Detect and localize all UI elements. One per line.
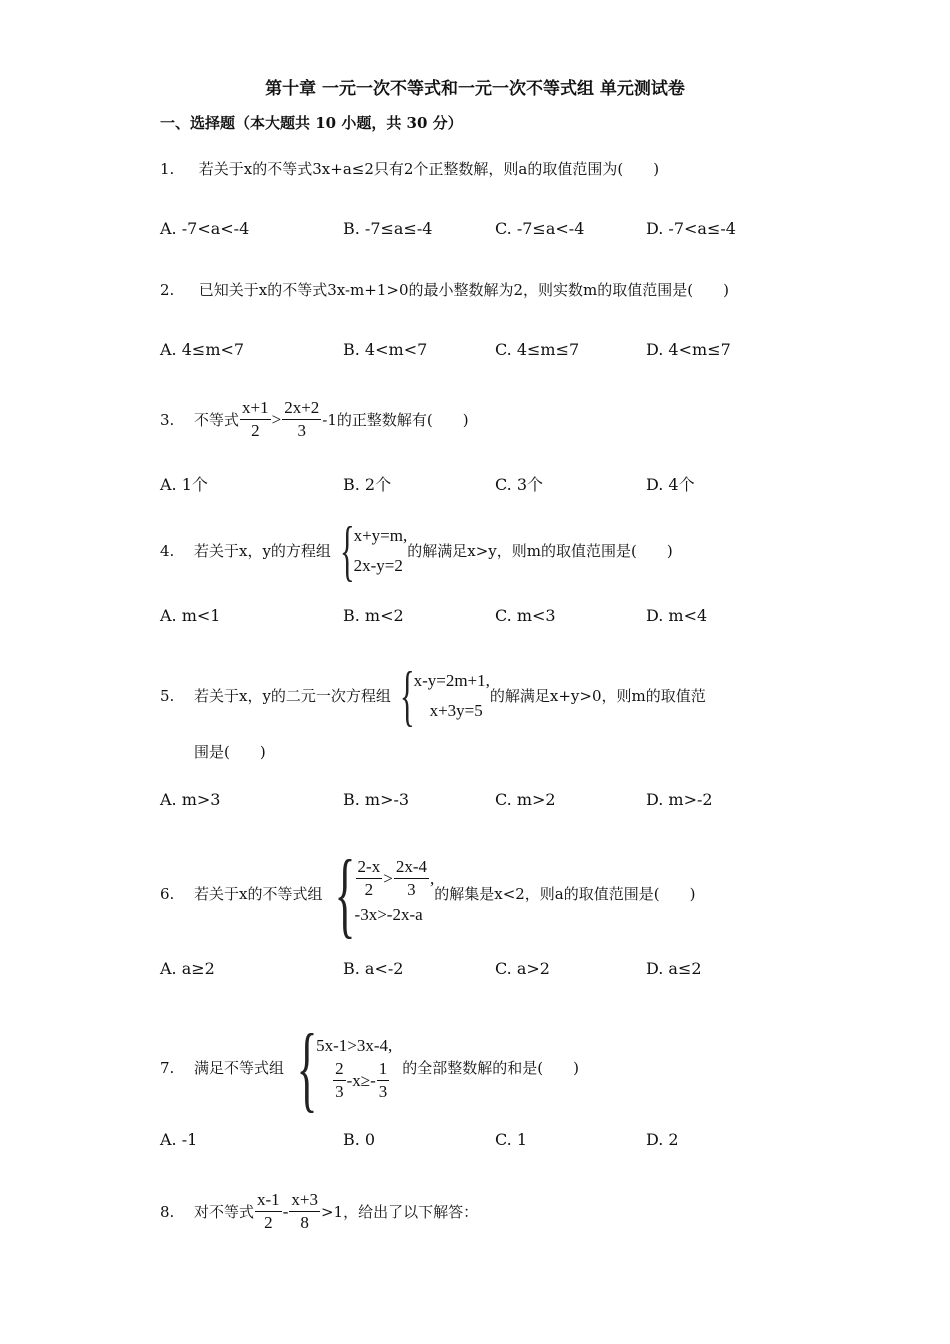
option-a[interactable]: A. a≥2 [160,959,215,978]
fraction [377,1059,390,1102]
denominator: 3 [297,421,306,440]
denominator: 2 [251,421,260,440]
question-text: 已知关于x的不等式3x-m+1>0的最小整数解为2，则实数m的取值范围是( ) [198,281,729,299]
comma: , [429,868,435,888]
question-2 [160,279,729,300]
fraction [356,857,383,900]
option-a[interactable]: A. m<1 [160,606,221,625]
inequality-system [284,1012,392,1123]
denominator: 2 [264,1213,273,1232]
numerator: 2x-4 [394,857,429,879]
question-number: 2. [160,281,175,299]
question-6 [160,838,695,949]
numerator: x+3 [289,1190,320,1212]
option-c[interactable]: C. a>2 [495,959,550,978]
question-number: 6. [160,884,175,903]
fraction [394,857,429,900]
option-a[interactable]: A. -1 [160,1130,198,1149]
numerator: 2-x [356,857,383,879]
question-text-before: 满足不等式组 [194,1059,285,1077]
question-text-before: 对不等式 [194,1203,255,1221]
inequality-row: 5x-1>3x-4, [316,1036,393,1055]
question-text-before: 若关于x，y的方程组 [194,542,331,560]
option-d[interactable]: D. 4个 [646,475,695,494]
equation-row: x+y=m, [353,525,408,545]
brace-icon: { [339,512,355,588]
option-b[interactable]: B. 0 [343,1130,376,1149]
option-d[interactable]: D. -7<a≤-4 [646,219,736,238]
brace-icon: { [399,657,415,733]
operator: - [282,1201,289,1221]
equation-system [391,656,490,735]
brace-icon: { [335,840,356,947]
question-text-before: 不等式 [194,411,240,429]
fraction [333,1059,346,1102]
question-8 [160,1190,478,1233]
equation-row: x+3y=5 [429,700,483,720]
numerator: 2x+2 [282,398,321,420]
equation-row: x-y=2m+1, [413,670,490,690]
question-text-after: -1的正整数解有( ) [322,411,469,429]
question-text-after: 的解满足x+y>0，则m的取值范 [489,687,706,705]
fraction [282,398,321,441]
operator: > [383,868,393,888]
question-text: 若关于x的不等式3x+a≤2只有2个正整数解，则a的取值范围为( ) [198,160,660,178]
inequality-system [322,838,434,949]
operator: > [271,409,282,429]
question-number: 3. [160,410,175,429]
question-7 [160,1012,579,1123]
option-b[interactable]: B. 2个 [343,475,392,494]
option-a[interactable]: A. 1个 [160,475,208,494]
option-a[interactable]: A. 4≤m<7 [160,340,245,359]
page-title: 第十章 一元一次不等式和一元一次不等式组 单元测试卷 [265,79,685,99]
question-4 [160,511,673,590]
option-a[interactable]: A. m>3 [160,790,221,809]
question-text-after: 的解满足x>y，则m的取值范围是( ) [407,542,673,560]
option-b[interactable]: B. m>-3 [343,790,410,809]
inequality-row: -3x>-2x-a [354,905,423,924]
equation-system [331,511,407,590]
option-c[interactable]: C. 3个 [495,475,544,494]
numerator: 2 [333,1059,346,1081]
option-b[interactable]: B. m<2 [343,606,404,625]
question-3 [160,398,469,441]
fraction [240,398,271,441]
inequality-row [355,857,435,900]
question-text-before: 若关于x的不等式组 [194,885,323,903]
fraction [255,1190,282,1233]
option-d[interactable]: D. a≤2 [646,959,702,978]
option-c[interactable]: C. 1 [495,1130,528,1149]
option-b[interactable]: B. 4<m<7 [343,340,428,359]
option-d[interactable]: D. m>-2 [646,790,713,809]
question-5 [160,656,706,735]
option-a[interactable]: A. -7<a<-4 [160,219,250,238]
numerator: 1 [377,1059,390,1081]
question-number: 7. [160,1058,175,1077]
equation-row: 2x-y=2 [353,555,403,575]
inequality-row [316,1059,392,1102]
question-1 [160,158,659,179]
denominator: 3 [378,1082,388,1101]
question-number: 1. [160,160,175,178]
numerator: x-1 [255,1190,282,1212]
option-d[interactable]: D. 4<m≤7 [646,340,731,359]
fraction [289,1190,320,1233]
option-c[interactable]: C. 4≤m≤7 [495,340,580,359]
section-heading: 一、选择题（本大题共 10 小题，共 30 分） [160,114,463,132]
option-b[interactable]: B. a<-2 [343,959,404,978]
question-text-line2: 围是( ) [194,743,266,761]
question-number: 4. [160,541,175,560]
question-number: 8. [160,1202,175,1221]
denominator: 3 [335,1082,344,1101]
denominator: 8 [300,1213,309,1232]
expression: -x≥- [346,1070,376,1090]
brace-icon: { [296,1014,318,1121]
numerator: x+1 [240,398,271,420]
option-d[interactable]: D. m<4 [646,606,708,625]
option-c[interactable]: C. m>2 [495,790,556,809]
option-c[interactable]: C. -7≤a<-4 [495,219,585,238]
question-number: 5. [160,686,175,705]
question-text-after: >1，给出了以下解答： [320,1203,479,1221]
question-text-after: 的解集是x<2，则a的取值范围是( ) [434,885,696,903]
option-b[interactable]: B. -7≤a≤-4 [343,219,433,238]
denominator: 2 [364,880,374,899]
question-text-after: 的全部整数解的和是( ) [402,1059,579,1077]
option-d[interactable]: D. 2 [646,1130,679,1149]
denominator: 3 [407,880,416,899]
option-c[interactable]: C. m<3 [495,606,556,625]
question-text-before: 若关于x，y的二元一次方程组 [194,687,391,705]
